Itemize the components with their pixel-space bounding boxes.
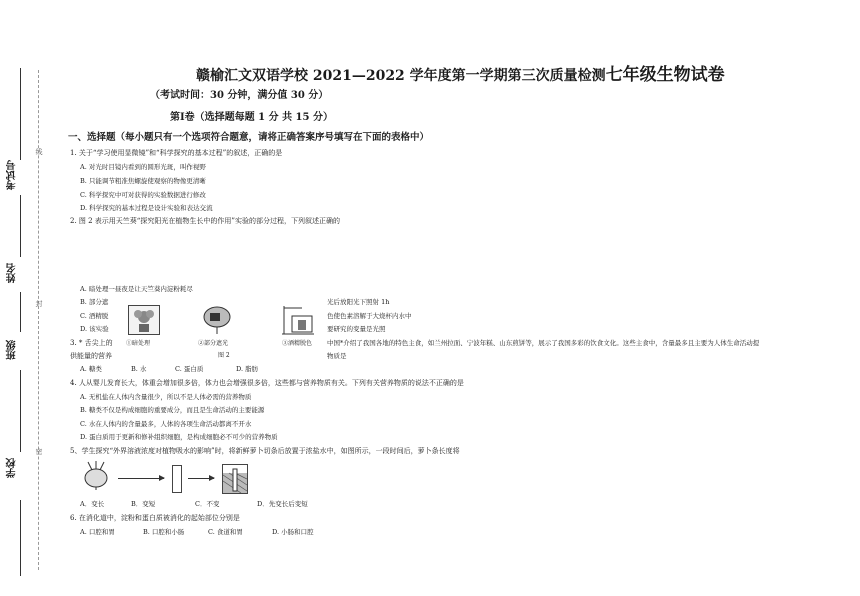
exam-title-subject: 七年级生物试卷 (605, 65, 725, 85)
q2-option-a: A. 暗处理一昼夜是让天竺葵内淀粉耗尽 (80, 285, 193, 293)
label-class: 班级 (7, 340, 18, 360)
radish-strip-image (172, 465, 182, 493)
beaker-icon (280, 302, 316, 336)
q6-option-b: B. 口腔和小肠 (143, 528, 185, 536)
q6-option-a: A. 口腔和胃 (80, 528, 115, 536)
exam-title (196, 60, 725, 85)
q4-option-c: C. 水在人体内的含量最多，人体的各项生命活动都离不开水 (80, 420, 252, 428)
q2-text-c: 色使色素溶解于大烧杯内水中 (327, 312, 412, 320)
q3-line2: 供能量的营养 (70, 352, 112, 360)
q3-option-b: B. 水 (131, 365, 147, 373)
process-arrow-2 (188, 478, 214, 479)
q6-stem: 6. 在消化道中，淀粉和蛋白质被消化的起始部位分别是 (70, 514, 240, 522)
q1-option-b: B. 只能调节粗准焦螺旋使观察的物像更清晰 (80, 177, 206, 185)
q2-text-d: 要研究的变量是光照 (327, 325, 386, 333)
q4-option-d: D. 蛋白质用于更新和修补组织细胞，是构成细胞必不可少的营养物质 (80, 433, 278, 441)
q2-option-b: B. 部分遮 (80, 298, 109, 306)
q5-option-c: C．不变 (195, 500, 220, 508)
figure-caption-shade: ②部分遮光 (198, 340, 229, 347)
q4-stem: 4. 人从婴儿发育长大，体重会增加很多倍，体力也会增强很多倍，这些都与营养物质有关。下列有关营养物质的说法不正确的是 (70, 379, 464, 387)
exam-subtitle: （考试时间：30 分钟，满分值 30 分） (150, 90, 329, 101)
q3-option-c: C. 蛋白质 (175, 365, 204, 373)
salt-water-icon (223, 465, 247, 493)
q1-stem: 1. 关于“学习使用显微镜”和“科学探究的基本过程”的叙述，正确的是 (70, 149, 283, 157)
answer-line-bottom (20, 500, 21, 576)
binding-margin (0, 0, 60, 596)
q5-stem: 5、学生探究“外界溶液浓度对植物吸水的影响”时，将新鲜萝卜切条后放置于浓盐水中，如图所示，一段时间后，萝卜条长度将 (70, 447, 460, 455)
seal-mark-seal: 封 (35, 300, 43, 307)
q3-stem-end: 物质是 (327, 352, 347, 360)
q3-option-a: A. 糖类 (80, 365, 102, 373)
label-school: 学校 (7, 458, 18, 478)
figure-caption-alcohol: ③酒精脱色 (282, 340, 313, 347)
q6-option-c: C. 食道和胃 (208, 528, 243, 536)
plant-pot-image (128, 305, 160, 335)
answer-line-class (20, 292, 21, 332)
q5-option-d: D．先变长后变短 (257, 500, 308, 508)
q3-number: 3. * 舌尖上的 (70, 339, 113, 347)
q2-option-d: D. 该实验 (80, 325, 109, 333)
q1-option-d: D. 科学探究的基本过程是设计实验和表达交流 (80, 204, 213, 212)
q3-option-d: D. 脂肪 (236, 365, 259, 373)
alcohol-beaker-image (280, 302, 316, 336)
part-heading: 一、选择题（每小题只有一个选项符合题意，请将正确答案序号填写在下面的表格中） (68, 132, 430, 143)
section-heading: 第Ⅰ卷（选择题每题 1 分 共 15 分） (170, 112, 333, 123)
exam-title-main: 赣榆汇文双语学校 2021—2022 学年度第一学期第三次质量检测 (196, 68, 606, 84)
q2-stem: 2. 图 2 表示用天竺葵“探究阳光在植物生长中的作用”实验的部分过程，下列叙述正确的 (70, 217, 340, 225)
label-exam-number: 考试号 (7, 160, 18, 190)
q1-option-c: C. 科学探究中可对获得的实验数据进行修改 (80, 191, 206, 199)
shaded-leaf-image (200, 303, 234, 335)
label-name: 姓名 (7, 263, 18, 283)
q2-option-c: C. 酒精脱 (80, 312, 109, 320)
salt-water-beaker (222, 464, 248, 494)
q4-option-a: A. 无机盐在人体内含量很少，所以不是人体必需的营养物质 (80, 393, 252, 401)
seal-mark-secret: 密 (35, 448, 43, 455)
q2-text-b: 光后放阳光下照射 1h (327, 298, 390, 306)
seal-mark-line: 线 (35, 148, 43, 155)
q6-option-d: D. 小肠和口腔 (272, 528, 314, 536)
radish-icon (80, 460, 112, 490)
figure-number: 图 2 (218, 352, 230, 359)
figure-caption-dark: ①暗处理 (126, 340, 151, 347)
answer-line-school (20, 370, 21, 452)
process-arrow-1 (118, 478, 164, 479)
plant-pot-icon (129, 306, 159, 334)
radish-image (80, 460, 112, 490)
answer-line-exam-number (20, 68, 21, 160)
leaf-shading-icon (200, 303, 234, 335)
q1-option-a: A. 对光时目镜内看到的圆形光斑，叫作视野 (80, 163, 206, 171)
answer-line-name (20, 195, 21, 257)
q5-option-b: B．变短 (131, 500, 156, 508)
q4-option-b: B. 糖类不仅是构成细胞的重要成分，而且是生命活动的主要能源 (80, 406, 265, 414)
q5-option-a: A．变长 (80, 500, 105, 508)
q3-stem: 中国*介绍了我国各地的特色主食，如兰州拉面、宁波年糕、山东煎饼等，展示了我国多彩的饮食文化。这些主食中，含量最多且主要为人体生命活动提 (327, 339, 760, 347)
seal-dashed-line (38, 70, 39, 570)
